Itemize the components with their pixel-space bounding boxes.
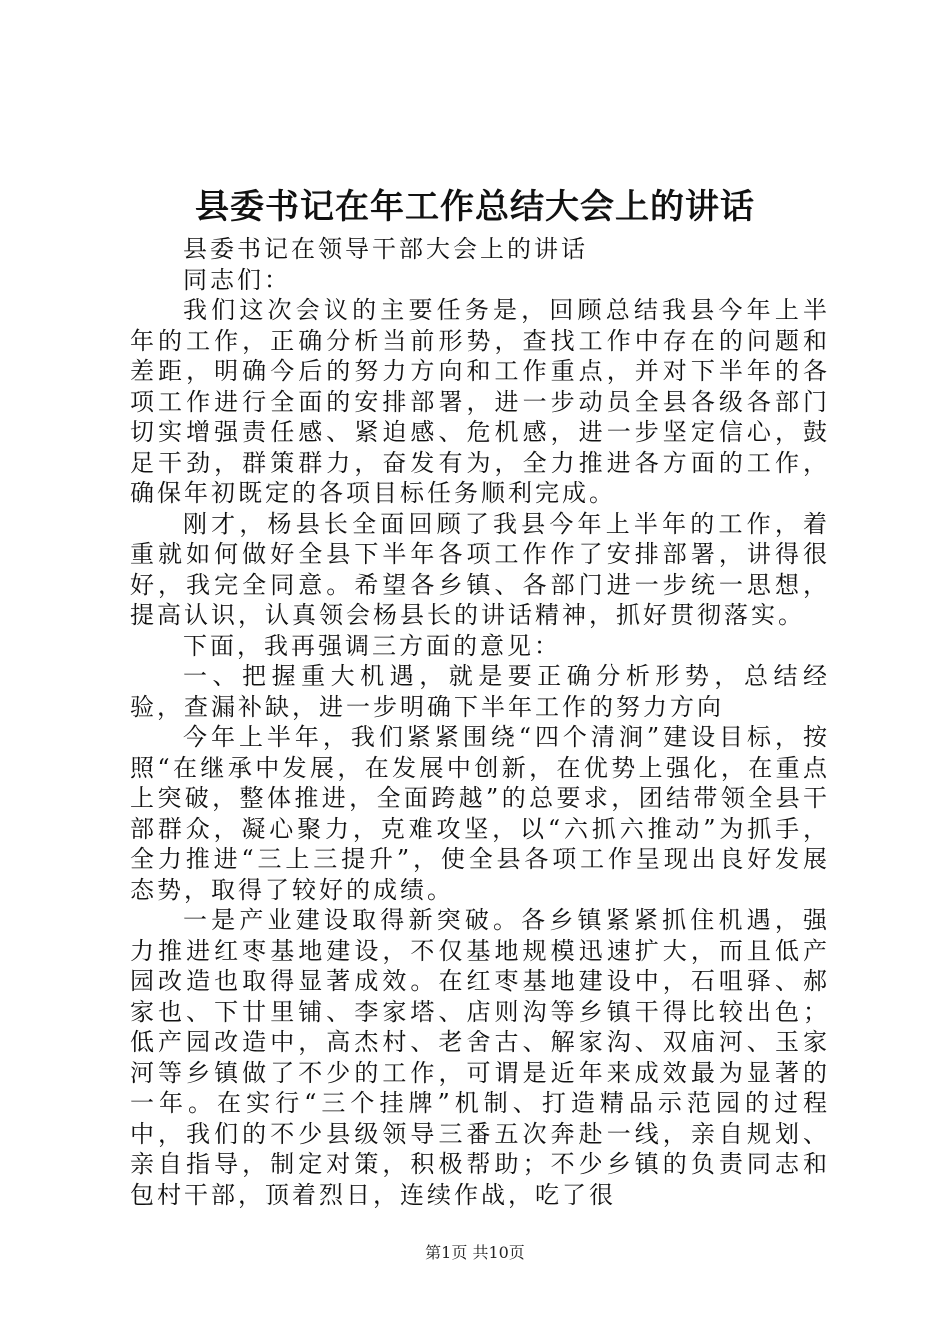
section-heading: 一、把握重大机遇，就是要正确分析形势，总结经验，查漏补缺，进一步明确下半年工作的努力方向 xyxy=(130,662,830,721)
document-title: 县委书记在年工作总结大会上的讲话 xyxy=(195,187,755,227)
document-body xyxy=(130,234,830,1210)
paragraph-subtitle: 县委书记在领导干部大会上的讲话 xyxy=(183,235,588,263)
paragraph: 刚才，杨县长全面回顾了我县今年上半年的工作，着重就如何做好全县下半年各项工作作了安排部署，讲得很好，我完全同意。希望各乡镇、各部门进一步统一思想，提高认识，认真领会杨县长的讲话精神，抓好贯彻落实。 xyxy=(130,509,830,629)
paragraph: 我们这次会议的主要任务是，回顾总结我县今年上半年的工作，正确分析当前形势，查找工作中存在的问题和差距，明确今后的努力方向和工作重点，并对下半年的各项工作进行全面的安排部署，进一步动员全县各级各部门切实增强责任感、紧迫感、危机感，进一步坚定信心，鼓足干劲，群策群力，奋发有为，全力推进各方面的工作，确保年初既定的各项目标任务顺利完成。 xyxy=(130,296,830,507)
page-footer: 第1页 共10页 xyxy=(425,1243,525,1262)
paragraph: 一是产业建设取得新突破。各乡镇紧紧抓住机遇，强力推进红枣基地建设，不仅基地规模迅速扩大，而且低产园改造也取得显著成效。在红枣基地建设中，石咀驿、郝家也、下廿里铺、李家塔、店则沟等乡镇干得比较出色；低产园改造中，高杰村、老舍古、解家沟、双庙河、玉家河等乡镇做了不少的工作，可谓是近年来成效最为显著的一年。在实行“三个挂牌”机制、打造精品示范园的过程中，我们的不少县级领导三番五次奔赴一线，亲自规划、亲自指导，制定对策，积极帮助；不少乡镇的负责同志和包村干部，顶着烈日，连续作战，吃了很 xyxy=(130,906,830,1209)
paragraph: 下面，我再强调三方面的意见： xyxy=(183,631,561,660)
paragraph-salutation: 同志们： xyxy=(183,265,291,294)
paragraph: 今年上半年，我们紧紧围绕“四个清涧”建设目标，按照“在继承中发展，在发展中创新，在优势上强化，在重点上突破，整体推进，全面跨越”的总要求，团结带领全县干部群众，凝心聚力，克难攻坚，以“六抓六推动”为抓手，全力推进“三上三提升”，使全县各项工作呈现出良好发展态势，取得了较好的成绩。 xyxy=(130,723,830,904)
